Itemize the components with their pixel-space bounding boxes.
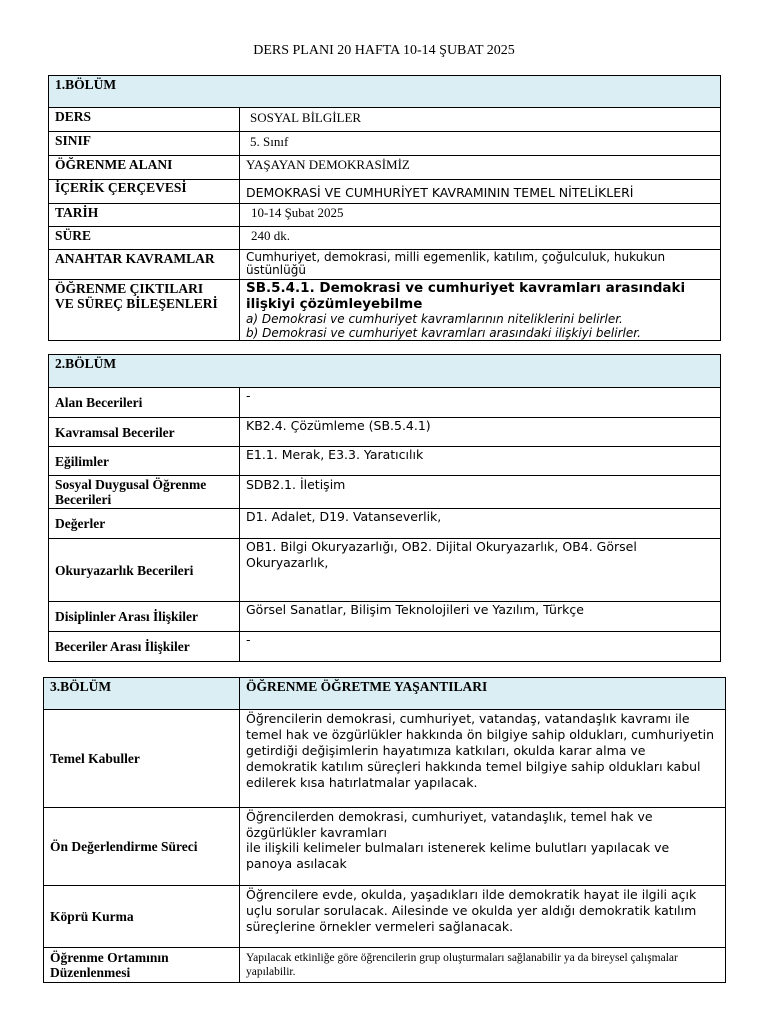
row-value-temel-kabuller: Öğrencilerin demokrasi, cumhuriyet, vatandaş, vatandaşlık kavramı ile temel hak ve özgürlükler hakkında ön bilgiye sahip oldukları, cumhuriyetin getirdiği değişimlerin hayatımıza katkıları, okulda karar alma ve demokratik katılım süreçleri hakkında temel bilgiye sahip oldukları kabul edilerek kısa hatırlatmalar yapılacak. <box>240 710 726 808</box>
row-value-icerik-cercevesi: DEMOKRASİ VE CUMHURİYET KAVRAMININ TEMEL NİTELİKLERİ <box>240 180 721 204</box>
section-3-header-right: ÖĞRENME ÖĞRETME YAŞANTILARI <box>240 678 726 710</box>
row-value-tarih: 10-14 Şubat 2025 <box>240 204 721 227</box>
section-3-header: 3.BÖLÜM <box>44 678 240 710</box>
row-label-icerik-cercevesi: İÇERİK ÇERÇEVESİ <box>49 180 240 204</box>
row-label-kopru-kurma: Köprü Kurma <box>44 886 240 948</box>
row-label-anahtar-kavramlar: ANAHTAR KAVRAMLAR <box>49 250 240 280</box>
row-value-ders: SOSYAL BİLGİLER <box>240 108 721 132</box>
section-2-table <box>48 354 721 662</box>
row-label-ogrenme-ortami: Öğrenme Ortamının Düzenlenmesi <box>44 948 240 983</box>
row-value-okuryazarlik: OB1. Bilgi Okuryazarlığı, OB2. Dijital Okuryazarlık, OB4. Görsel Okuryazarlık, <box>240 539 721 602</box>
row-value-degerler: D1. Adalet, D19. Vatanseverlik, <box>240 509 721 539</box>
section-1-table <box>48 75 721 341</box>
outcome-main: SB.5.4.1. Demokrasi ve cumhuriyet kavramları arasındaki ilişkiyi çözümleyebilme <box>246 280 686 312</box>
row-label-temel-kabuller: Temel Kabuller <box>44 710 240 808</box>
row-label-okuryazarlik: Okuryazarlık Becerileri <box>49 539 240 602</box>
row-value-sinif: 5. Sınıf <box>240 132 721 156</box>
row-label-sure: SÜRE <box>49 227 240 250</box>
outcomes-label-line2: VE SÜREÇ BİLEŞENLERİ <box>55 296 218 311</box>
on-degerlendirme-line1: Öğrencilerden demokrasi, cumhuriyet, vatandaşlık, temel hak ve özgürlükler kavramları <box>246 809 653 840</box>
outcome-a: a) Demokrasi ve cumhuriyet kavramlarının niteliklerini belirler. <box>246 312 623 326</box>
row-value-ogrenme-ortami: Yapılacak etkinliğe göre öğrencilerin grup oluşturmaları sağlanabilir ya da bireysel çalışmalar yapılabilir. <box>240 948 726 983</box>
row-value-kavramsal-beceriler: KB2.4. Çözümleme (SB.5.4.1) <box>240 418 721 447</box>
row-label-egilimler: Eğilimler <box>49 447 240 476</box>
row-value-beceriler-arasi: - <box>240 632 721 662</box>
row-value-disiplinler-arasi: Görsel Sanatlar, Bilişim Teknolojileri ve Yazılım, Türkçe <box>240 602 721 632</box>
row-label-ogrenme-alani: ÖĞRENME ALANI <box>49 156 240 180</box>
outcomes-label-line1: ÖĞRENME ÇIKTILARI <box>55 281 204 296</box>
row-label-beceriler-arasi: Beceriler Arası İlişkiler <box>49 632 240 662</box>
on-degerlendirme-line2: ile ilişkili kelimeler bulmaları istenerek kelime bulutları yapılacak ve panoya asılacak <box>246 840 670 871</box>
row-value-anahtar-kavramlar: Cumhuriyet, demokrasi, milli egemenlik, katılım, çoğulculuk, hukukun üstünlüğü <box>240 250 721 280</box>
row-label-disiplinler-arasi: Disiplinler Arası İlişkiler <box>49 602 240 632</box>
section-1-header: 1.BÖLÜM <box>49 76 721 108</box>
row-label-ders: DERS <box>49 108 240 132</box>
row-label-sosyal-duygusal: Sosyal Duygusal Öğrenme Becerileri <box>49 476 240 509</box>
row-value-ogrenme-ciktilari <box>240 280 721 341</box>
row-value-kopru-kurma: Öğrencilere evde, okulda, yaşadıkları ilde demokratik hayat ile ilgili açık uçlu sorular sorulacak. Ailesinde ve okulda yer aldığı demokratik katılım süreçlerine örnekler vermeleri sağlanacak. <box>240 886 726 948</box>
row-label-kavramsal-beceriler: Kavramsal Beceriler <box>49 418 240 447</box>
row-value-ogrenme-alani: YAŞAYAN DEMOKRASİMİZ <box>240 156 721 180</box>
section-2-header: 2.BÖLÜM <box>49 355 721 388</box>
row-label-degerler: Değerler <box>49 509 240 539</box>
row-value-sure: 240 dk. <box>240 227 721 250</box>
row-label-tarih: TARİH <box>49 204 240 227</box>
row-label-ogrenme-ciktilari <box>49 280 240 341</box>
section-3-table <box>43 677 726 983</box>
outcome-b: b) Demokrasi ve cumhuriyet kavramları arasındaki ilişkiyi belirler. <box>246 326 641 340</box>
row-value-alan-becerileri: - <box>240 388 721 418</box>
document-title: DERS PLANI 20 HAFTA 10-14 ŞUBAT 2025 <box>253 43 515 58</box>
row-label-alan-becerileri: Alan Becerileri <box>49 388 240 418</box>
row-label-on-degerlendirme: Ön Değerlendirme Süreci <box>44 808 240 886</box>
row-label-sinif: SINIF <box>49 132 240 156</box>
row-value-egilimler: E1.1. Merak, E3.3. Yaratıcılık <box>240 447 721 476</box>
row-value-on-degerlendirme <box>240 808 726 886</box>
row-value-sosyal-duygusal: SDB2.1. İletişim <box>240 476 721 509</box>
